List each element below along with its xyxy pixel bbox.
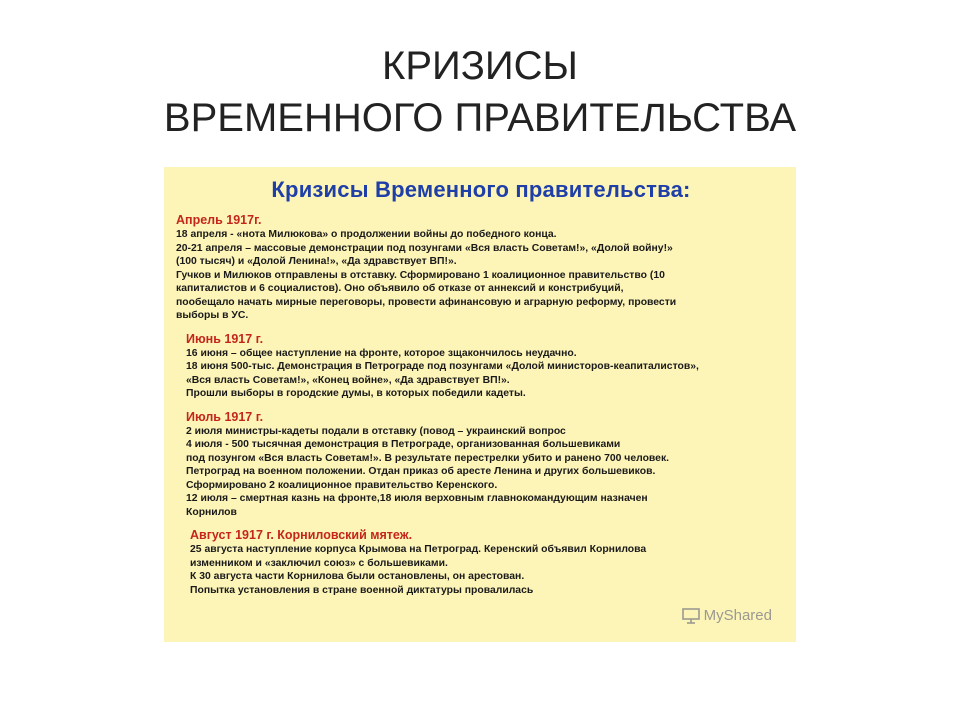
slide-title-line-2: ВРЕМЕННОГО ПРАВИТЕЛЬСТВА [163,96,797,140]
text-line: Петроград на военном положении. Отдан приказ об аресте Ленина и других большевиков. [186,466,656,477]
slide-title [0,40,960,144]
panel-title: Кризисы Временного правительства: [271,177,691,202]
text-line: 20-21 апреля – массовые демонстрации под позунгами «Вся власть Советам!», «Долой войну!» [176,242,673,254]
section-april [176,213,786,323]
text-line: выборы в УС. [176,310,249,321]
text-line: пообещало начать мирные переговоры, провести афинансовую и аграрную реформу, провести [176,296,677,308]
section-heading: Апрель 1917г. [176,213,262,227]
text-line: 18 апреля - «нота Милюкова» о продолжении войны до победного конца. [176,229,557,240]
text-line: Корнилов [186,506,237,518]
text-line: 18 июня 500-тыс. Демонстрация в Петрограде под позунгами «Долой министоров-кеапиталистов», [186,361,699,372]
text-line: Прошли выборы в городские думы, в которых победили кадеты. [186,388,526,399]
watermark-text: MyShared [703,607,772,624]
text-line: под позунгом «Вся власть Советам!». В результате перестрелки убито и ранено 700 человек. [186,452,670,464]
text-line: изменником и «заключил союз» с большевиками. [190,557,448,569]
watermark [682,607,772,624]
text-line: (100 тысяч) и «Долой Ленина!», «Да здравствует ВП!». [176,256,457,267]
section-july [176,410,786,520]
section-june [176,332,786,401]
text-line: 4 июля - 500 тысячная демонстрация в Петрограде, организованная большевиками [186,439,621,450]
section-august [176,528,786,597]
text-line: 2 июля министры-кадеты подали в отставку (повод – украинский вопрос [186,425,566,437]
section-heading: Июль 1917 г. [186,409,264,424]
section-heading: Август 1917 г. Корниловский мятеж. [190,528,413,542]
text-line: Гучков и Милюков отправлены в отставку. Сформировано 1 коалиционное правительство (10 [176,269,665,281]
text-line: К 30 августа части Корнилова были остановлены, он арестован. [190,571,525,582]
text-line: Попытка установления в стране военной диктатуры провалилась [190,584,534,596]
text-line: 25 августа наступление корпуса Крымова на Петроград. Керенский объявил Корнилова [190,544,647,555]
text-line: 12 июля – смертная казнь на фронте,18 июля верховным главнокомандующим назначен [186,493,648,504]
text-line: «Вся власть Советам!», «Конец войне», «Да здравствует ВП!». [186,374,510,386]
text-line: 16 июня – общее наступление на фронте, которое зщакончилось неудачно. [186,347,577,359]
content-panel [164,167,796,642]
text-line: Сформировано 2 коалиционное правительство Керенского. [186,479,498,491]
text-line: капиталистов и 6 социалистов). Оно объявило об отказе от аннексий и констрибуций, [176,283,624,294]
section-heading: Июнь 1917 г. [186,331,264,346]
presentation-icon [682,608,700,624]
slide-title-line-1: КРИЗИСЫ [382,44,578,88]
